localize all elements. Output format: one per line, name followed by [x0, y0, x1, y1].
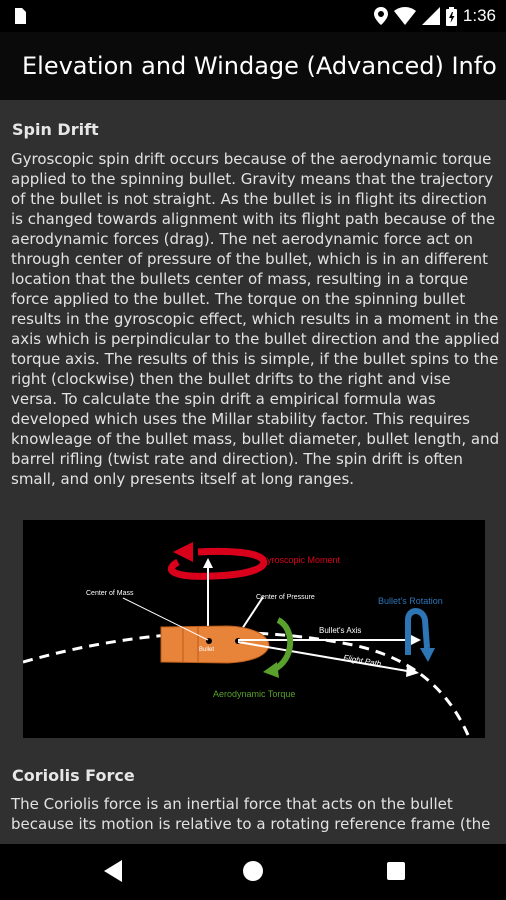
clipboard-icon [12, 7, 28, 25]
aerodynamic-torque-arrow [273, 620, 290, 670]
flight-path-label: Flight Path [342, 653, 382, 669]
wifi-icon [394, 7, 416, 25]
center-of-pressure-label: Center of Pressure [256, 594, 315, 601]
spin-drift-diagram-graphic [23, 520, 485, 738]
status-icons [374, 0, 496, 32]
battery-icon [446, 7, 457, 26]
navigation-bar [0, 844, 506, 900]
coriolis-heading: Coriolis Force [12, 766, 135, 785]
bullet-label: Bullet [199, 647, 215, 653]
app-bar [0, 32, 506, 100]
coriolis-body: The Coriolis force is an inertial force that acts on the bullet because its motion is relative to a rotating reference frame (the [11, 795, 491, 833]
gyroscopic-moment-label: Gyroscopic Moment [260, 555, 341, 565]
info-content[interactable] [0, 100, 506, 844]
status-bar [0, 0, 506, 32]
page-title: Elevation and Windage (Advanced) Info [22, 52, 497, 80]
bullets-rotation-label: Bullet's Rotation [378, 596, 443, 606]
home-icon[interactable] [241, 858, 265, 884]
status-time: 1:36 [462, 6, 496, 25]
recents-icon[interactable] [384, 858, 408, 884]
spin-drift-diagram [23, 520, 485, 738]
spin-drift-body: Gyroscopic spin drift occurs because of the aerodynamic torque applied to the spinning bullet. Gravity means that the trajectory of the bullet is not straight. As the bullet is in flight its direction is changed towards alignment with its flight path because of the aerodynamic forces (drag). The net aerodynamic force act on through center of pressure of the bullet, which is in an different location that the bullets center of mass, resulting in a torque force applied to the bullet. The torque on the spinning bullet results in the gyroscopic effect, which results in a moment in the axis which is perpindicular to the bullet direction and the applied torque axis. The results of this is simple, if the bullet spins to the right (clockwise) then the bullet drifts to the right and vise versa. To calculate the spin drift a empirical formula was developed which uses the Millar stability factor. This requires knowleage of the bullet mass, bullet diameter, bullet length, and barrel rifling (twist rate and direction). The spin drift is often small, and only presents itself at long ranges. [11, 150, 500, 488]
aerodynamic-torque-label: Aerodynamic Torque [213, 689, 296, 699]
bullets-axis-label: Bullet's Axis [319, 626, 362, 635]
center-of-mass-label: Center of Mass [86, 590, 134, 597]
back-icon[interactable] [100, 858, 124, 884]
location-icon [374, 7, 388, 25]
signal-icon [422, 7, 440, 25]
spin-drift-heading: Spin Drift [12, 120, 99, 139]
